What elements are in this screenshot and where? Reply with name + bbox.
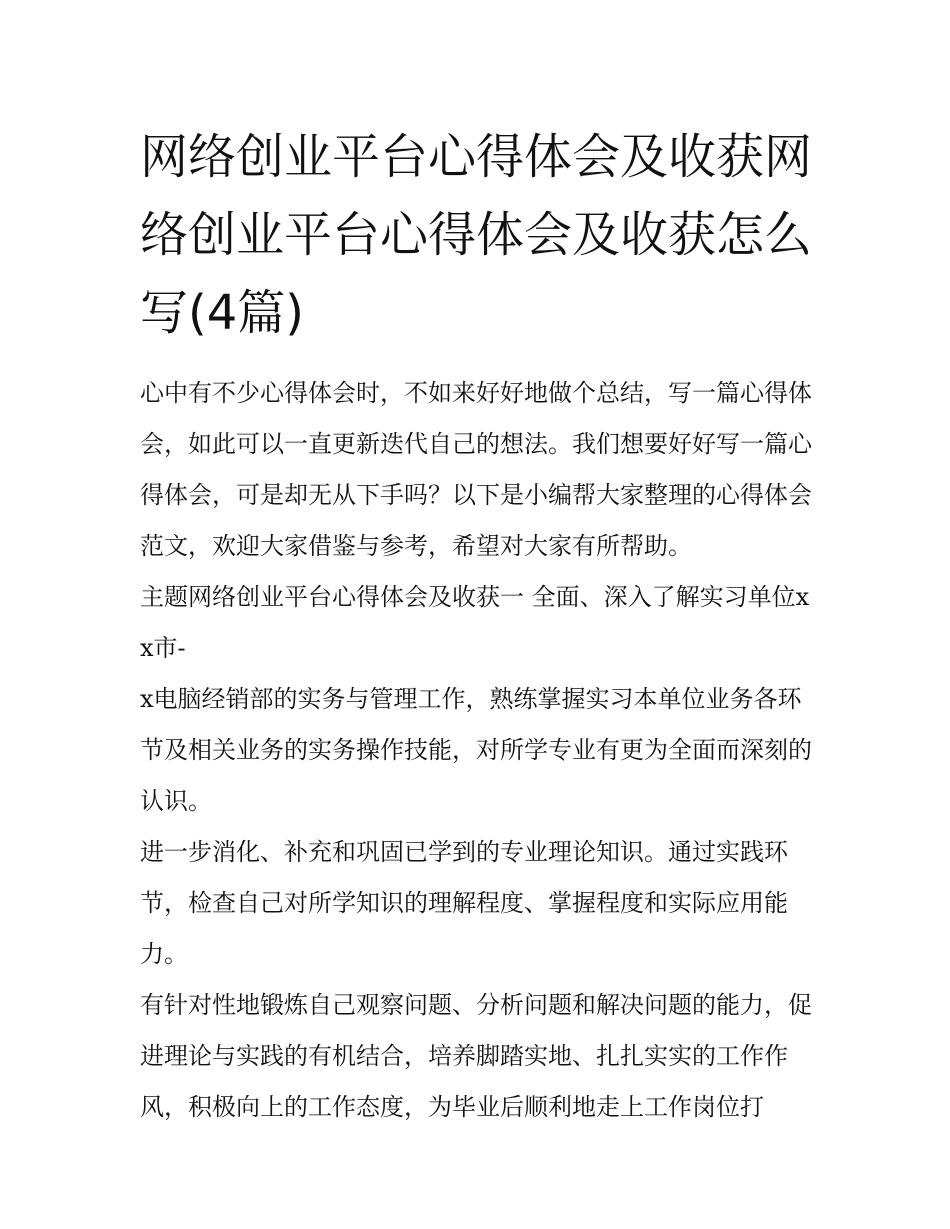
paragraph-internship-work: x电脑经销部的实务与管理工作，熟练掌握实习本单位业务各环节及相关业务的实务操作技能，对所学专业有更为全面而深刻的认识。 [140,685,812,815]
paragraph-abilities: 有针对性地锻炼自己观察问题、分析问题和解决问题的能力，促进理论与实践的有机结合，培养脚踏实地、扎扎实实的工作作风，积极向上的工作态度，为毕业后顺利地走上工作岗位打 [140,991,812,1121]
paragraph-topic-one: 主题网络创业平台心得体会及收获一 全面、深入了解实习单位xx市- [140,583,810,662]
document-page [140,118,820,1133]
paragraph-intro: 心中有不少心得体会时，不如来好好地做个总结，写一篇心得体会，如此可以一直更新迭代自己的想法。我们想要好好写一篇心得体会，可是却无从下手吗？以下是小编帮大家整理的心得体会范文，欢迎大家借鉴与参考，希望对大家有所帮助。 [140,379,812,560]
paragraph-knowledge: 进一步消化、补充和巩固已学到的专业理论知识。通过实践环节，检查自己对所学知识的理解程度、掌握程度和实际应用能力。 [140,838,788,968]
document-title: 网络创业平台心得体会及收获网络创业平台心得体会及收获怎么写(4篇) [140,129,813,341]
